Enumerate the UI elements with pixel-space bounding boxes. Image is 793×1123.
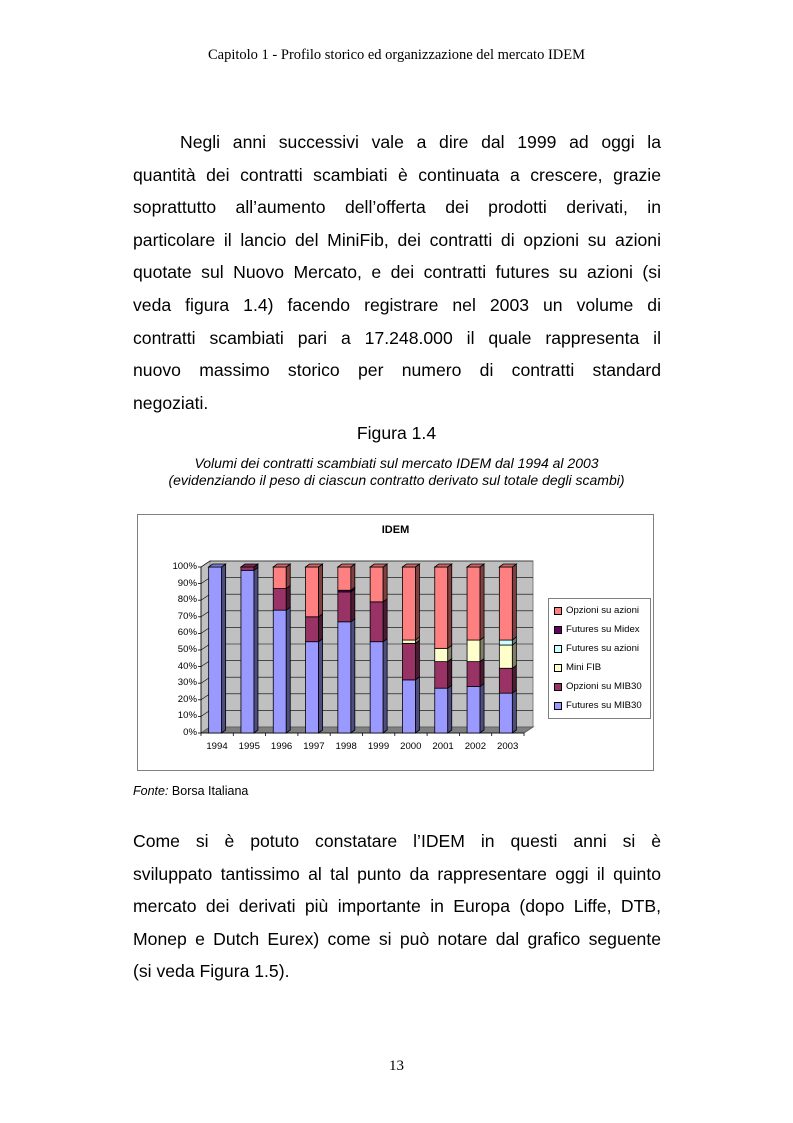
legend-item xyxy=(554,700,642,711)
paragraph-line: contratti scambiati pari a 17.248.000 il quale rappresenta il xyxy=(133,327,661,348)
bar-segment xyxy=(402,640,415,643)
x-tick-label: 1997 xyxy=(303,741,325,752)
bar-segment xyxy=(467,640,480,662)
bar-segment xyxy=(467,687,480,733)
y-tick-label: 0% xyxy=(183,727,197,738)
paragraph-line: Monep e Dutch Eurex) come si può notare dal grafico seguente xyxy=(133,928,661,949)
bar-segment xyxy=(467,662,480,687)
bar-segment xyxy=(499,668,512,693)
bar-segment xyxy=(402,567,415,640)
bar-segment xyxy=(402,680,415,733)
paragraph-line: quotate sul Nuovo Mercato, e dei contratti futures su azioni (si xyxy=(133,262,661,283)
bar-segment xyxy=(467,567,480,640)
figure-caption-line: (evidenziando il peso di ciascun contratto derivato sul totale degli scambi) xyxy=(168,472,625,488)
legend-item xyxy=(554,605,639,616)
x-tick-label: 1998 xyxy=(335,741,357,752)
source-label: Fonte: xyxy=(133,784,169,798)
paragraph-line: mercato dei derivati più importante in Europa (dopo Liffe, DTB, xyxy=(133,896,661,917)
paragraph-line: negoziati. xyxy=(133,392,209,413)
legend-label: Mini FIB xyxy=(566,662,602,673)
legend-swatch-icon xyxy=(554,645,562,653)
x-tick-label: 2002 xyxy=(464,741,487,752)
legend-swatch-icon xyxy=(554,607,562,615)
y-tick-label: 10% xyxy=(177,710,197,722)
bar-segment xyxy=(273,610,286,733)
legend-label: Futures su Midex xyxy=(566,624,640,635)
bar-segment xyxy=(306,567,319,617)
bar-segment xyxy=(499,645,512,668)
legend-item xyxy=(554,662,601,673)
bar-segment xyxy=(499,567,512,640)
bar-segment xyxy=(435,567,448,648)
legend-item xyxy=(554,643,639,654)
legend-swatch-icon xyxy=(554,626,562,634)
bar-segment xyxy=(370,602,383,642)
bar-segment xyxy=(209,567,222,733)
bar-segment xyxy=(402,643,415,680)
legend-item xyxy=(554,681,642,692)
bar-segment xyxy=(435,662,448,689)
x-tick-label: 1995 xyxy=(238,741,260,752)
bar-segment xyxy=(338,622,351,733)
legend-swatch-icon xyxy=(554,664,562,672)
bar-segment xyxy=(273,567,286,589)
paragraph-line: Negli anni successivi vale a dire dal 1999 ad oggi la xyxy=(180,132,661,152)
paragraph-line: soprattutto all’aumento dell’offerta dei prodotti derivati, in xyxy=(133,197,661,218)
x-tick-label: 2000 xyxy=(400,741,422,752)
paragraph-conclusion xyxy=(133,825,661,988)
x-tick-label: 2001 xyxy=(432,741,454,752)
page-number: 13 xyxy=(389,1058,404,1074)
y-tick-label: 40% xyxy=(177,660,197,672)
bar-segment xyxy=(435,648,448,661)
bar-segment xyxy=(370,642,383,733)
x-tick-label: 1994 xyxy=(206,741,228,752)
paragraph-line: (si veda Figura 1.5). xyxy=(133,961,290,982)
x-tick-label: 2003 xyxy=(497,741,519,752)
bar-segment xyxy=(338,567,351,590)
y-tick-label: 60% xyxy=(177,627,197,639)
paragraph-line: particolare il lancio del MiniFib, dei contratti di opzioni su azioni xyxy=(133,229,661,250)
bar-segment xyxy=(338,592,351,622)
x-tick-label: 1996 xyxy=(270,741,293,752)
figure-label: Figura 1.4 xyxy=(356,423,437,443)
legend-label: Futures su MIB30 xyxy=(566,700,642,711)
bar-segment xyxy=(306,642,319,733)
y-tick-label: 70% xyxy=(177,610,197,622)
paragraph-line: veda figura 1.4) facendo registrare nel 2003 un volume di xyxy=(133,294,661,315)
page-header: Capitolo 1 - Profilo storico ed organizzazione del mercato IDEM xyxy=(207,47,586,63)
bar-segment xyxy=(499,640,512,645)
legend-label: Futures su azioni xyxy=(566,643,640,654)
y-tick-label: 90% xyxy=(177,577,197,589)
bar-segment xyxy=(241,567,254,570)
chart-legend xyxy=(548,598,651,719)
bar-segment xyxy=(306,617,319,642)
y-tick-label: 80% xyxy=(177,594,197,606)
paragraph-line: Come si è potuto constatare l’IDEM in questi anni si è xyxy=(133,831,661,851)
figure-caption-line: Volumi dei contratti scambiati sul mercato IDEM dal 1994 al 2003 xyxy=(194,455,599,471)
y-tick-label: 100% xyxy=(172,561,197,572)
legend-label: Opzioni su azioni xyxy=(566,605,640,616)
legend-label: Opzioni su MIB30 xyxy=(566,681,642,692)
y-tick-label: 20% xyxy=(177,693,197,705)
y-tick-label: 30% xyxy=(177,677,197,689)
bar-segment xyxy=(273,589,286,611)
legend-swatch-icon xyxy=(554,683,562,691)
y-tick-label: 50% xyxy=(177,644,197,655)
paragraph-line: nuovo massimo storico per numero di contratti standard xyxy=(133,360,661,381)
source-value: Borsa Italiana xyxy=(168,784,249,798)
legend-item xyxy=(554,624,640,635)
legend-swatch-icon xyxy=(554,702,562,710)
bar-segment xyxy=(241,570,254,733)
figure-source xyxy=(133,784,248,798)
bar-segment xyxy=(370,567,383,602)
paragraph-line: quantità dei contratti scambiati è continuata a crescere, grazie xyxy=(133,164,661,185)
bar-segment xyxy=(499,693,512,733)
chart-title: IDEM xyxy=(381,524,410,536)
x-tick-label: 1999 xyxy=(367,741,390,752)
bar-segment xyxy=(435,688,448,733)
paragraph-line: sviluppato tantissimo al tal punto da rappresentare oggi il quinto xyxy=(133,863,661,884)
